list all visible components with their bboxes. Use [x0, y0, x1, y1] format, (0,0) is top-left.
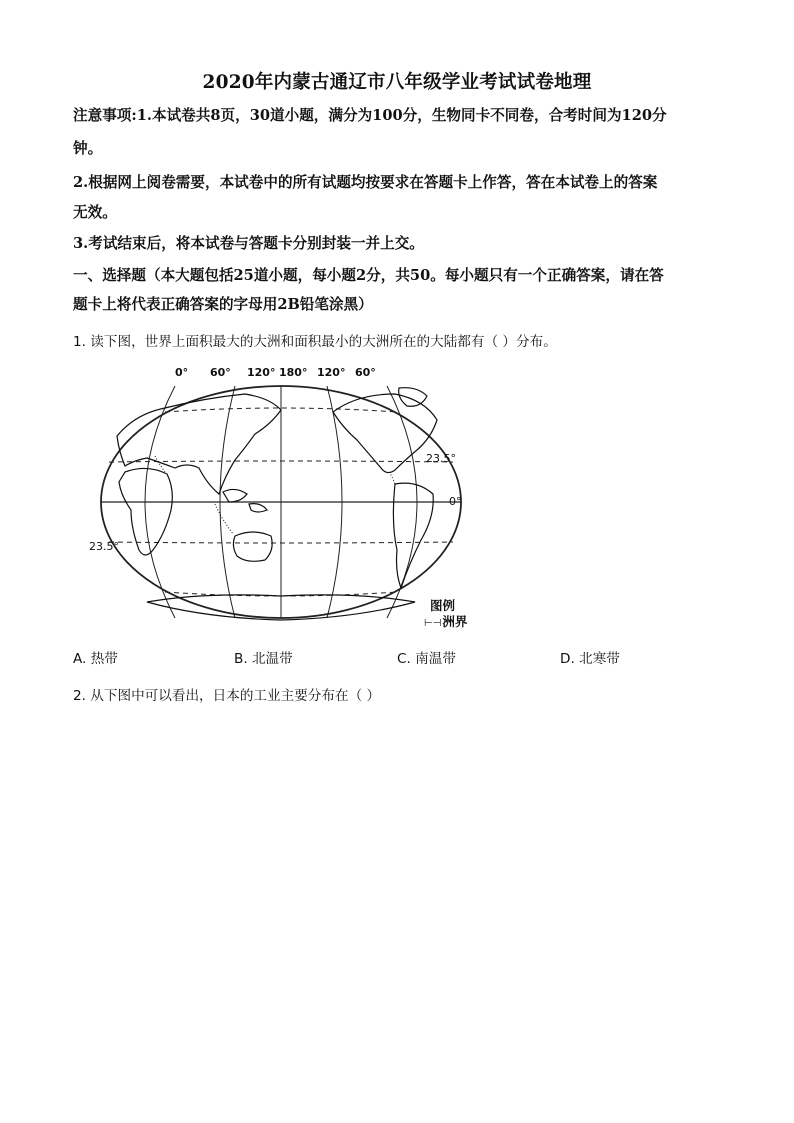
section-1-line-2: 题卡上将代表正确答案的字母用2B铅笔涂黑） — [73, 296, 373, 313]
option-d[interactable]: D. 北寒带 — [560, 651, 620, 667]
lon-label-0: 0° — [175, 366, 189, 379]
note-2-line-1: 2.根据网上阅卷需要，本试卷中的所有试题均按要求在答题卡上作答，答在本试卷上的答案 — [73, 174, 658, 191]
exam-title: 2020年内蒙古通辽市八年级学业考试试卷地理 — [202, 72, 592, 93]
boundary-symbol-icon: ⊢⊣ — [424, 618, 442, 629]
lon-label-120: 120° — [247, 366, 276, 379]
section-1-line-1: 一、选择题（本大题包括25道小题，每小题2分，共50。每小题只有一个正确答案，请在答 — [73, 267, 664, 284]
lon-label-60w: 60° — [355, 366, 376, 379]
lat-label-north-tropic: 23.5° — [426, 452, 456, 465]
world-map — [89, 364, 470, 634]
lon-label-120w: 120° — [317, 366, 346, 379]
option-c[interactable]: C. 南温带 — [397, 651, 456, 667]
map-legend-row — [424, 612, 467, 630]
question-2-stem: 2. 从下图中可以看出，日本的工业主要分布在（ ） — [73, 688, 381, 704]
note-1-line-2: 钟。 — [73, 140, 103, 157]
map-legend-label: 洲界 — [442, 614, 468, 629]
option-a[interactable]: A. 热带 — [73, 651, 118, 667]
lon-label-60: 60° — [210, 366, 231, 379]
map-legend-title: 图例 — [430, 598, 456, 613]
question-1-stem: 1. 读下图，世界上面积最大的大洲和面积最小的大洲所在的大陆都有（ ）分布。 — [73, 334, 557, 350]
note-3: 3.考试结束后，将本试卷与答题卡分别封装一并上交。 — [73, 235, 424, 252]
lat-label-south-tropic: 23.5° — [89, 540, 119, 553]
option-b[interactable]: B. 北温带 — [234, 651, 293, 667]
lon-label-180: 180° — [279, 366, 308, 379]
note-1-line-1: 注意事项:1.本试卷共8页，30道小题，满分为100分，生物同卡不同卷，合考时间为120分 — [73, 107, 667, 124]
note-2-line-2: 无效。 — [73, 204, 117, 221]
lat-label-equator: 0° — [449, 495, 462, 508]
world-map-figure — [89, 364, 470, 634]
